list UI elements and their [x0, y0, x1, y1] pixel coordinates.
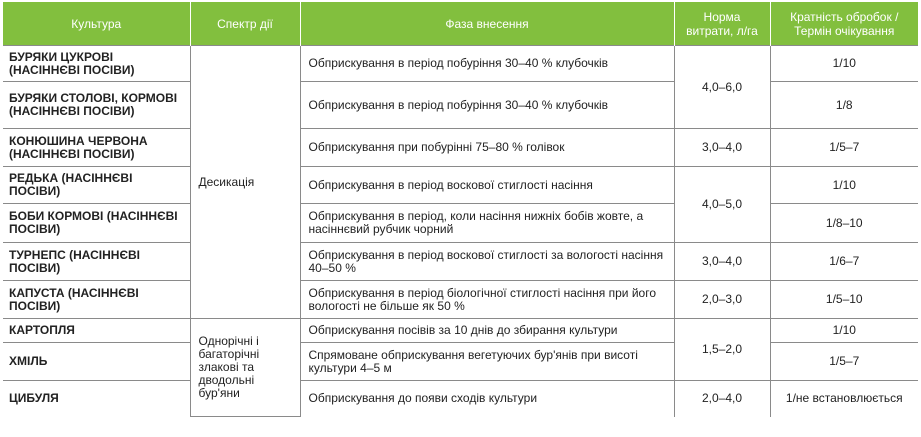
rate-cell: 4,0–6,0 — [674, 46, 770, 129]
crop-cell: ЦИБУЛЯ — [3, 381, 190, 417]
crop-cell: КОНЮШИНА ЧЕРВОНА (НАСІННЄВІ ПОСІВИ) — [3, 129, 190, 167]
table-row — [3, 319, 918, 343]
multiplicity-cell: 1/6–7 — [770, 243, 918, 281]
table-row — [3, 343, 918, 381]
table-row — [3, 381, 918, 417]
multiplicity-cell: 1/10 — [770, 167, 918, 204]
phase-cell: Обприскування в період воскової стиглості насіння — [300, 167, 674, 204]
phase-cell: Обприскування при побурінні 75–80 % голівок — [300, 129, 674, 167]
rate-cell: 4,0–5,0 — [674, 167, 770, 243]
multiplicity-cell: 1/8–10 — [770, 204, 918, 243]
table-row — [3, 167, 918, 204]
crop-cell: ТУРНЕПС (НАСІННЄВІ ПОСІВИ) — [3, 243, 190, 281]
phase-cell: Обприскування в період побуріння 30–40 % клубочків — [300, 46, 674, 82]
crop-cell: БУРЯКИ ЦУКРОВІ (НАСІННЄВІ ПОСІВИ) — [3, 46, 190, 82]
table-row — [3, 46, 918, 82]
table-row — [3, 243, 918, 281]
rate-cell: 3,0–4,0 — [674, 129, 770, 167]
header-rate: Норма витрати, л/га — [674, 2, 770, 46]
phase-cell: Спрямоване обприскування вегетуючих бур'янів при висоті культури 4–5 м — [300, 343, 674, 381]
phase-cell: Обприскування посівів за 10 днів до збирання культури — [300, 319, 674, 343]
multiplicity-cell: 1/5–7 — [770, 129, 918, 167]
crop-cell: КАРТОПЛЯ — [3, 319, 190, 343]
multiplicity-cell: 1/не встановлюється — [770, 381, 918, 417]
table-row — [3, 204, 918, 243]
rate-cell: 3,0–4,0 — [674, 243, 770, 281]
table-row — [3, 281, 918, 319]
spectrum-cell: Однорічні і багаторічні злакові та дводольні бур'яни — [190, 319, 300, 417]
header-phase: Фаза внесення — [300, 2, 674, 46]
multiplicity-cell: 1/10 — [770, 319, 918, 343]
crop-cell: БУРЯКИ СТОЛОВІ, КОРМОВІ (НАСІННЄВІ ПОСІВИ) — [3, 82, 190, 129]
spectrum-cell: Десикація — [190, 46, 300, 319]
pesticide-table — [3, 2, 918, 417]
crop-cell: БОБИ КОРМОВІ (НАСІННЄВІ ПОСІВИ) — [3, 204, 190, 243]
crop-cell: КАПУСТА (НАСІННЄВІ ПОСІВИ) — [3, 281, 190, 319]
rate-cell: 2,0–3,0 — [674, 281, 770, 319]
multiplicity-cell: 1/5–7 — [770, 343, 918, 381]
header-multiplicity: Кратність обробок / Термін очікування — [770, 2, 918, 46]
rate-cell: 2,0–4,0 — [674, 381, 770, 417]
header-spectrum: Спектр дії — [190, 2, 300, 46]
table-row — [3, 129, 918, 167]
multiplicity-cell: 1/8 — [770, 82, 918, 129]
phase-cell: Обприскування до появи сходів культури — [300, 381, 674, 417]
table-header-row — [3, 2, 918, 46]
phase-cell: Обприскування в період побуріння 30–40 % клубочків — [300, 82, 674, 129]
table-row — [3, 82, 918, 129]
crop-cell: ХМІЛЬ — [3, 343, 190, 381]
multiplicity-cell: 1/10 — [770, 46, 918, 82]
phase-cell: Обприскування в період біологічної стиглості насіння при його вологості не більше як 50 % — [300, 281, 674, 319]
crop-cell: РЕДЬКА (НАСІННЄВІ ПОСІВИ) — [3, 167, 190, 204]
rate-cell: 1,5–2,0 — [674, 319, 770, 381]
phase-cell: Обприскування в період воскової стиглості за вологості насіння 40–50 % — [300, 243, 674, 281]
multiplicity-cell: 1/5–10 — [770, 281, 918, 319]
phase-cell: Обприскування в період, коли насіння нижніх бобів жовте, а насіннєвий рубчик чорний — [300, 204, 674, 243]
header-crop: Культура — [3, 2, 190, 46]
